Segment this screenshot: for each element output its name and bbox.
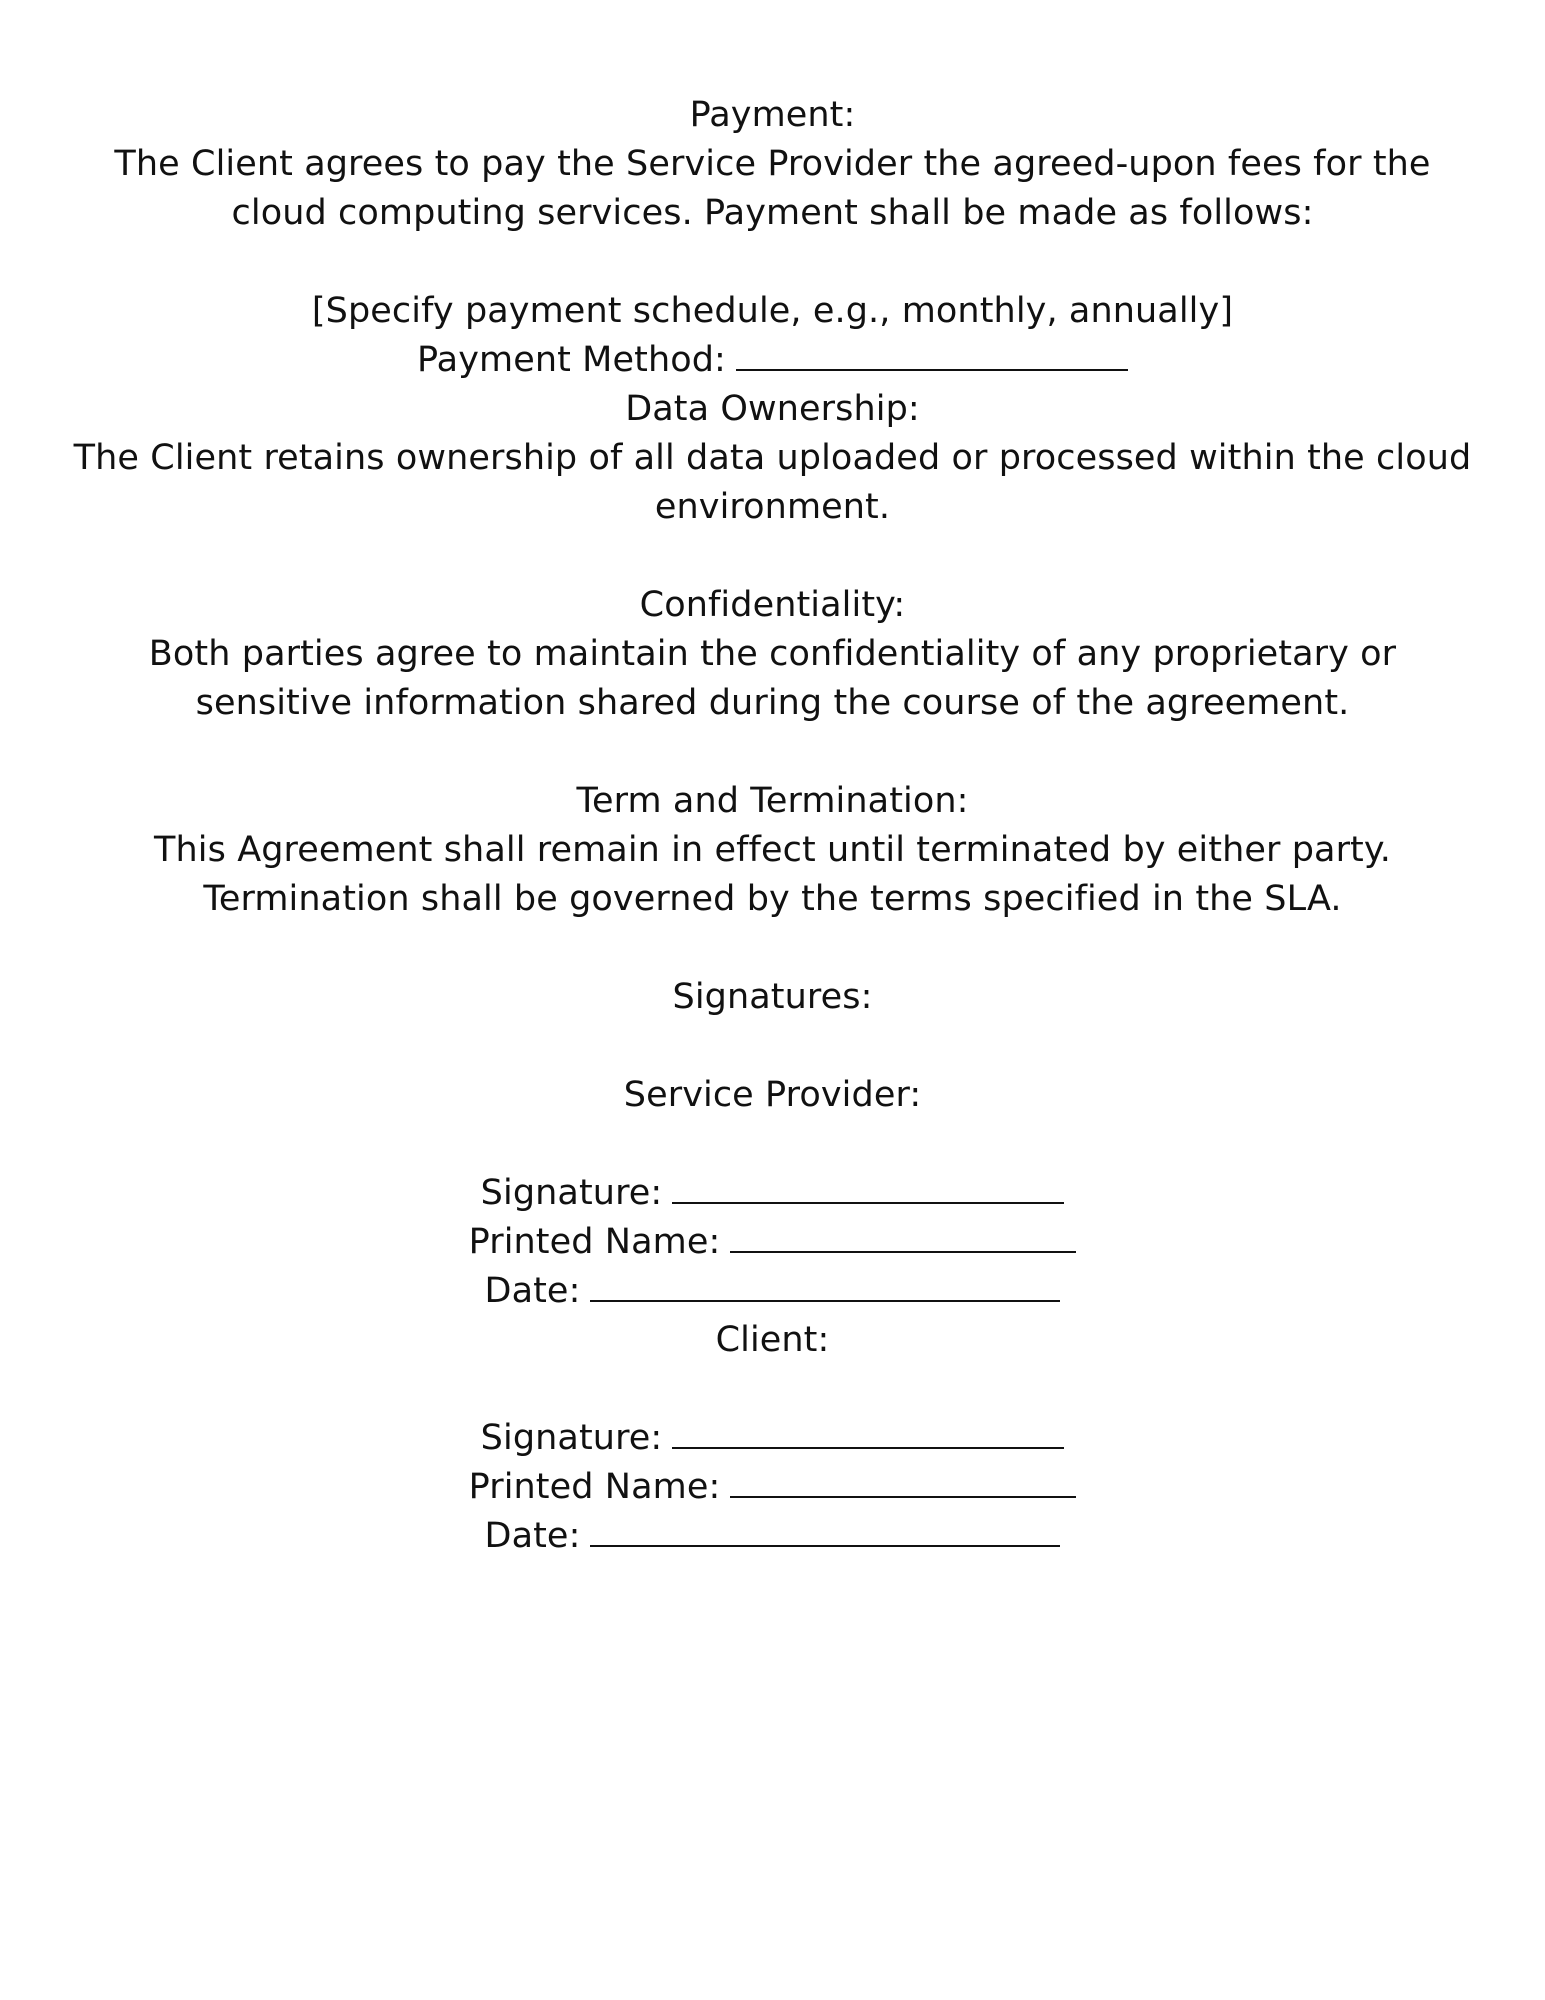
client-signature-blank bbox=[672, 1419, 1064, 1449]
service-provider-signature-blank bbox=[672, 1174, 1064, 1204]
client-date-label: Date: bbox=[484, 1516, 581, 1556]
term-termination-heading-text: Term and Termination: bbox=[576, 781, 969, 821]
term-termination-body-line bbox=[0, 826, 1545, 875]
payment-body-line bbox=[0, 189, 1545, 238]
service-provider-date-label: Date: bbox=[484, 1271, 581, 1311]
service-provider-date-row bbox=[0, 1267, 1545, 1316]
service-provider-heading bbox=[0, 1071, 1545, 1120]
confidentiality-body-line bbox=[0, 630, 1545, 679]
term-termination-body-text-2: Termination shall be governed by the terms specified in the SLA. bbox=[203, 879, 1342, 919]
service-provider-printed-name-label: Printed Name: bbox=[468, 1222, 721, 1262]
confidentiality-body-line bbox=[0, 679, 1545, 728]
data-ownership-heading bbox=[0, 385, 1545, 434]
service-provider-signature-label: Signature: bbox=[480, 1173, 663, 1213]
data-ownership-body-line bbox=[0, 483, 1545, 532]
data-ownership-body-text-2: environment. bbox=[654, 487, 891, 527]
payment-body-line bbox=[0, 140, 1545, 189]
client-printed-name-label: Printed Name: bbox=[468, 1467, 721, 1507]
confidentiality-body-text-1: Both parties agree to maintain the confidentiality of any proprietary or bbox=[148, 634, 1397, 674]
client-date-blank bbox=[590, 1517, 1060, 1547]
client-heading bbox=[0, 1316, 1545, 1365]
client-heading-text: Client: bbox=[715, 1320, 830, 1360]
term-termination-heading bbox=[0, 777, 1545, 826]
client-printed-name-blank bbox=[730, 1468, 1076, 1498]
service-provider-printed-name-blank bbox=[730, 1223, 1076, 1253]
term-termination-body-text-1: This Agreement shall remain in effect until terminated by either party. bbox=[154, 830, 1391, 870]
payment-method-blank bbox=[736, 341, 1128, 371]
client-date-row bbox=[0, 1512, 1545, 1561]
service-provider-heading-text: Service Provider: bbox=[623, 1075, 922, 1115]
service-provider-date-blank bbox=[590, 1272, 1060, 1302]
confidentiality-heading-text: Confidentiality: bbox=[639, 585, 906, 625]
payment-method-label: Payment Method: bbox=[417, 340, 726, 380]
payment-heading bbox=[0, 91, 1545, 140]
payment-body-text-1: The Client agrees to pay the Service Provider the agreed-upon fees for the bbox=[114, 144, 1431, 184]
payment-heading-text: Payment: bbox=[689, 95, 856, 135]
data-ownership-heading-text: Data Ownership: bbox=[625, 389, 920, 429]
client-printed-name-row bbox=[0, 1463, 1545, 1512]
confidentiality-body-text-2: sensitive information shared during the course of the agreement. bbox=[195, 683, 1350, 723]
signatures-heading bbox=[0, 973, 1545, 1022]
confidentiality-heading bbox=[0, 581, 1545, 630]
data-ownership-body-line bbox=[0, 434, 1545, 483]
payment-method-row bbox=[0, 336, 1545, 385]
payment-body-text-2: cloud computing services. Payment shall be made as follows: bbox=[231, 193, 1314, 233]
service-provider-signature-row bbox=[0, 1169, 1545, 1218]
client-signature-label: Signature: bbox=[480, 1418, 663, 1458]
term-termination-body-line bbox=[0, 875, 1545, 924]
payment-schedule-text: [Specify payment schedule, e.g., monthly, annually] bbox=[311, 291, 1234, 331]
service-provider-printed-name-row bbox=[0, 1218, 1545, 1267]
payment-schedule-placeholder bbox=[0, 287, 1545, 336]
signatures-heading-text: Signatures: bbox=[672, 977, 873, 1017]
data-ownership-body-text-1: The Client retains ownership of all data uploaded or processed within the cloud bbox=[73, 438, 1472, 478]
client-signature-row bbox=[0, 1414, 1545, 1463]
